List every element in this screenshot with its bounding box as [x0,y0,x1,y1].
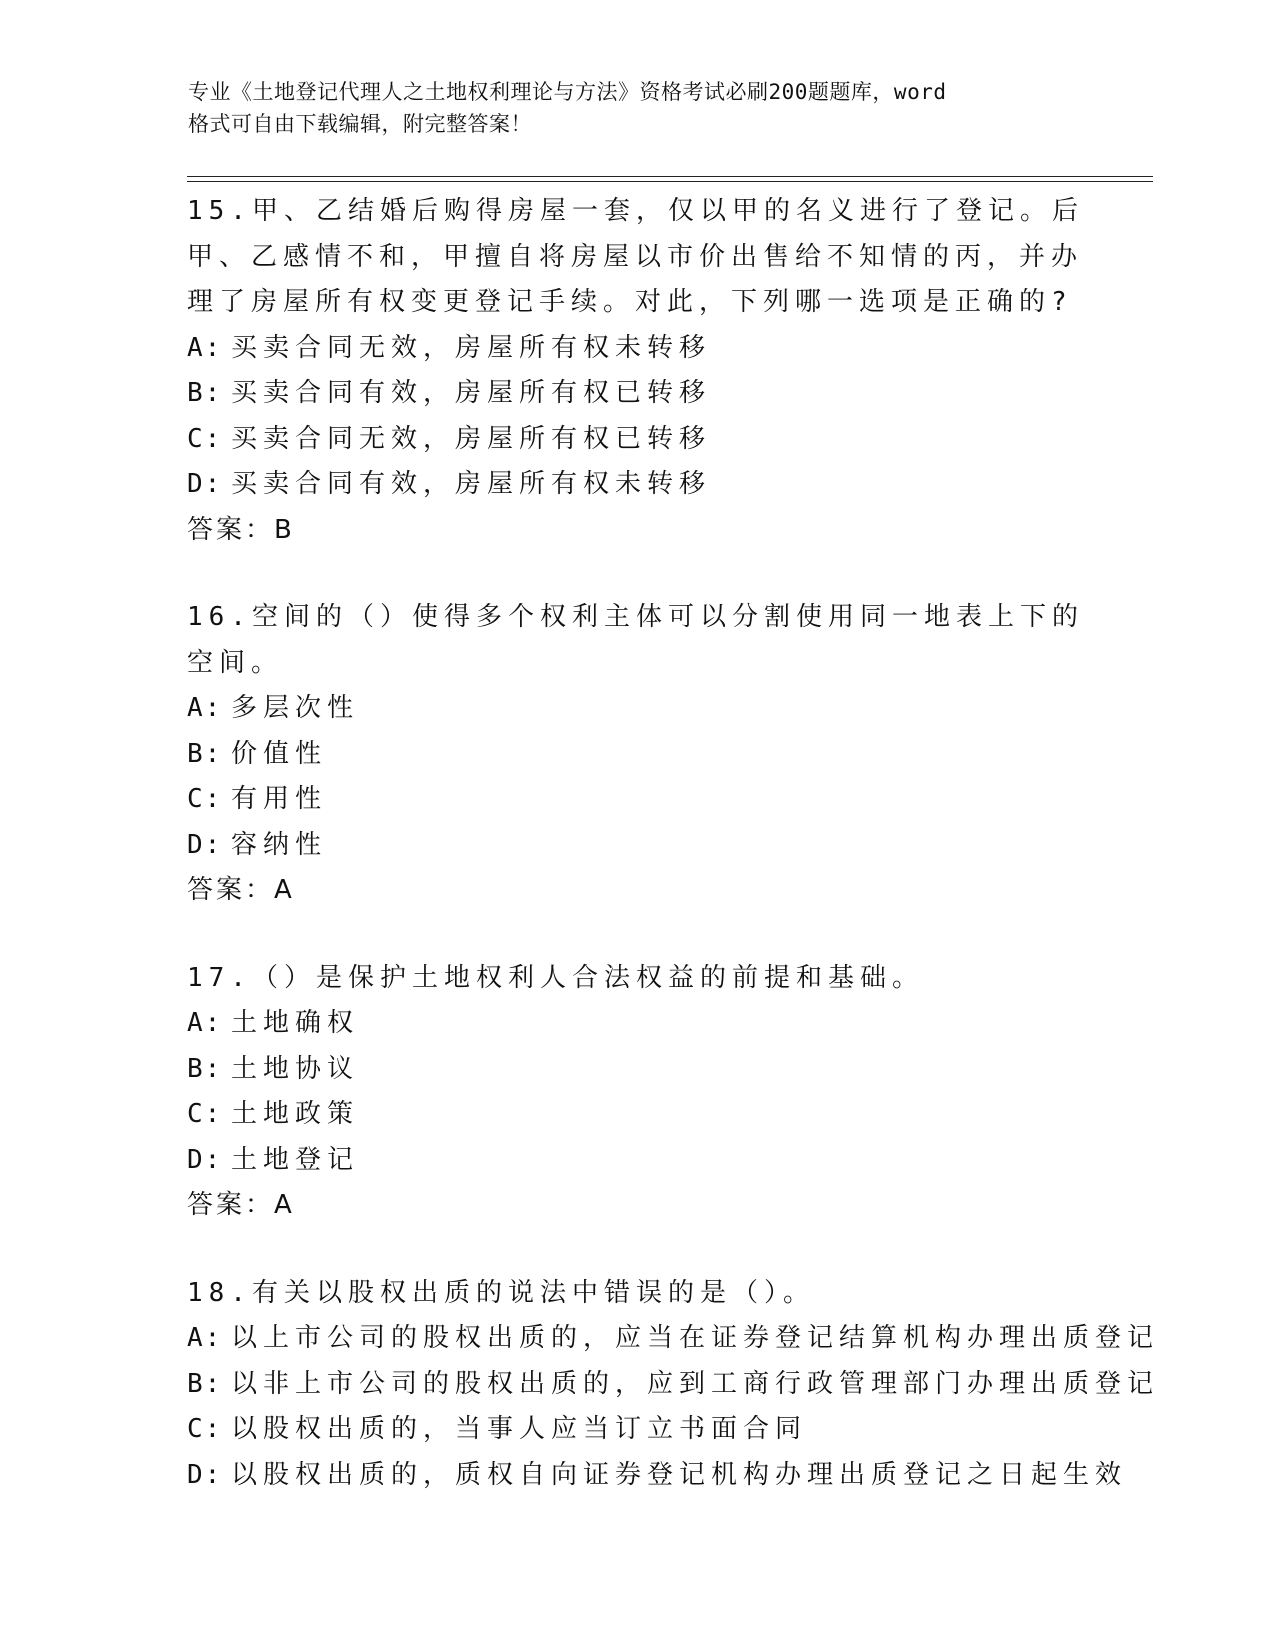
question-18 [187,1271,1160,1499]
option-letter: B: [187,1053,223,1084]
option-letter: D: [187,1459,223,1490]
option-text: 买卖合同有效，房屋所有权未转移 [231,469,712,499]
option-letter: A: [187,1323,223,1353]
option-text: 买卖合同有效，房屋所有权已转移 [231,378,712,408]
option-b [187,371,1087,417]
option-letter: C: [187,1099,223,1129]
option-text: 以非上市公司的股权出质的，应到工商行政管理部门办理出质登记 [231,1368,1160,1399]
option-c [187,777,1087,823]
option-text: 土地确权 [231,1008,360,1038]
option-d [187,1138,1087,1184]
option-c [187,1407,1087,1453]
option-letter: C: [187,784,223,814]
question-stem: 18.有关以股权出质的说法中错误的是（）。 [187,1277,815,1308]
option-letter: D: [187,829,223,860]
option-text: 以上市公司的股权出质的，应当在证券登记结算机构办理出质登记 [231,1323,1160,1353]
option-text: 土地登记 [231,1144,360,1175]
option-d [187,823,1087,869]
option-letter: D: [187,1144,223,1175]
option-a [187,1001,1087,1047]
option-b [187,732,1087,778]
option-text: 以股权出质的，质权自向证券登记机构办理出质登记之日起生效 [231,1459,1128,1490]
option-text: 以股权出质的，当事人应当订立书面合同 [231,1414,808,1444]
header-line-1: 专业《土地登记代理人之土地权利理论与方法》资格考试必刷200题题库，word [188,80,947,104]
option-letter: B: [187,378,223,408]
option-b [187,1047,1087,1093]
header-line-2: 格式可自由下载编辑，附完整答案！ [188,112,532,136]
option-letter: B: [187,1368,223,1399]
option-letter: D: [187,469,223,499]
question-16 [187,595,1087,914]
option-c [187,417,1087,463]
question-stem: 17.（）是保护土地权利人合法权益的前提和基础。 [187,962,924,993]
option-c [187,1092,1087,1138]
answer-label: 答案：B [187,514,295,545]
option-text: 容纳性 [231,829,328,860]
option-text: 价值性 [231,738,328,769]
question-list [187,189,1160,1540]
document-header [188,76,1068,140]
question-15 [187,189,1087,553]
option-text: 多层次性 [231,693,360,723]
option-d [187,462,1087,508]
option-text: 有用性 [231,784,328,814]
option-letter: B: [187,738,223,769]
answer-label: 答案：A [187,875,295,905]
header-divider-top [187,176,1153,177]
answer-label: 答案：A [187,1190,295,1220]
option-text: 买卖合同无效，房屋所有权未转移 [231,332,712,363]
header-divider-bottom [187,181,1153,182]
option-a [187,686,1087,732]
option-letter: C: [187,423,223,454]
option-text: 买卖合同无效，房屋所有权已转移 [231,423,712,454]
question-stem: 15.甲、乙结婚后购得房屋一套，仅以甲的名义进行了登记。后甲、乙感情不和，甲擅自将房屋以市价出售给不知情的丙，并办理了房屋所有权变更登记手续。对此，下列哪一选项是正确的? [187,196,1084,317]
option-a [187,326,1087,372]
option-letter: C: [187,1414,223,1444]
option-letter: A: [187,693,223,723]
option-letter: A: [187,332,223,363]
question-17 [187,956,1087,1229]
option-text: 土地政策 [231,1099,360,1129]
option-d [187,1453,1128,1499]
option-a [187,1316,1160,1362]
option-letter: A: [187,1008,223,1038]
option-text: 土地协议 [231,1053,360,1084]
option-b [187,1362,1160,1408]
question-stem: 16.空间的（）使得多个权利主体可以分割使用同一地表上下的空间。 [187,602,1084,678]
